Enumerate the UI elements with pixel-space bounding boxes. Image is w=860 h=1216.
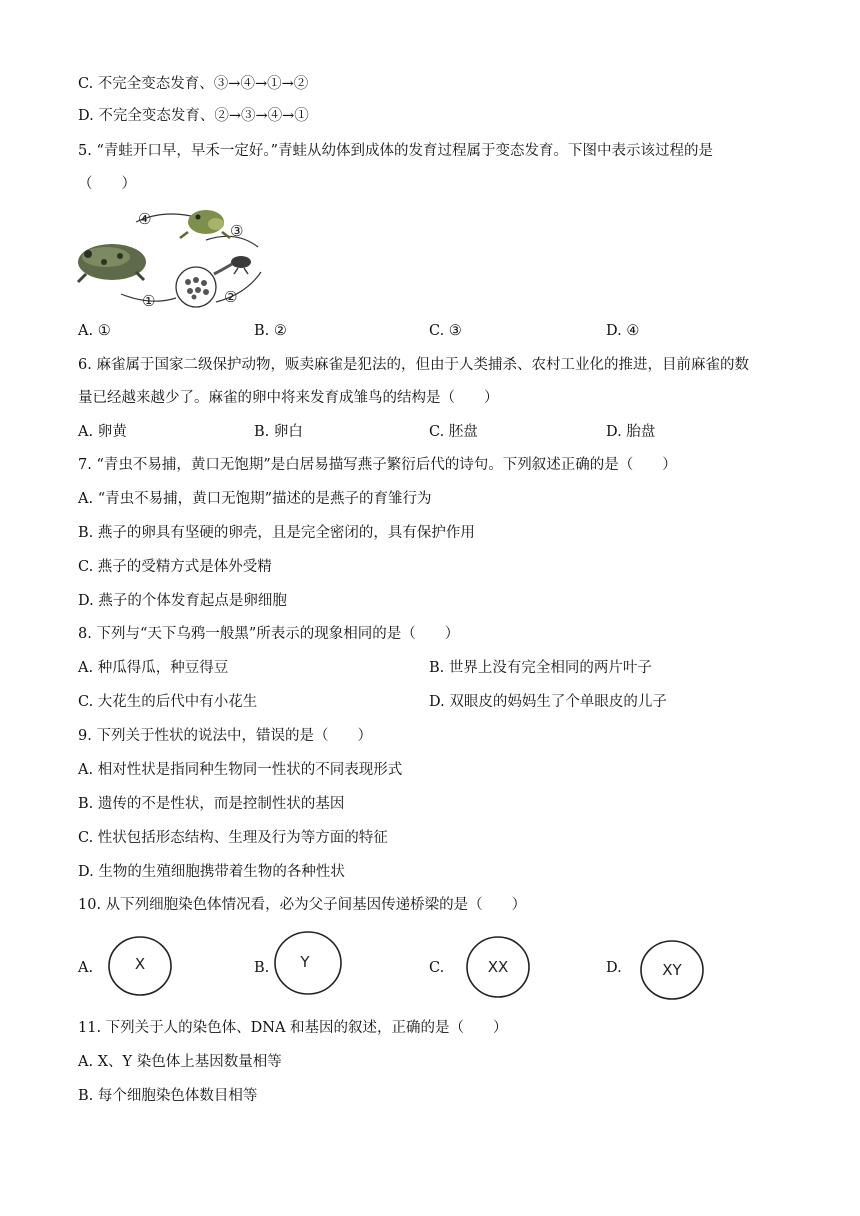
q10-cell-a bbox=[106, 934, 174, 998]
q10-stem: 10. 从下列细胞染色体情况看，必为父子间基因传递桥梁的是（ ） bbox=[78, 897, 527, 913]
q10-cell-c-label: XX bbox=[487, 958, 509, 976]
q5-option-c: C. ③ bbox=[429, 323, 462, 339]
q5-stem: 5. “青蛙开口早，早禾一定好。”青蛙从幼体到成体的发育过程属于变态发育。下图中表示该过程的是 bbox=[78, 143, 714, 159]
q4-option-c: C. 不完全变态发育、③→④→①→② bbox=[78, 76, 309, 92]
q6-option-b: B. 卵白 bbox=[254, 424, 303, 440]
q4-option-d: D. 不完全变态发育、②→③→④→① bbox=[78, 108, 309, 124]
q6-option-a: A. 卵黄 bbox=[78, 424, 127, 440]
frog-life-cycle-figure bbox=[76, 202, 276, 314]
q10-cell-a-label: X bbox=[134, 955, 146, 973]
q5-option-a: A. ① bbox=[78, 323, 111, 339]
q7-stem: 7. “青虫不易捕，黄口无饱期”是白居易描写燕子繁衍后代的诗句。下列叙述正确的是（ ） bbox=[78, 457, 677, 473]
q10-option-d-letter: D. bbox=[606, 960, 622, 976]
q8-option-c: C. 大花生的后代中有小花生 bbox=[78, 694, 258, 710]
q9-option-c: C. 性状包括形态结构、生理及行为等方面的特征 bbox=[78, 830, 388, 846]
frog-eggs-image bbox=[176, 267, 216, 307]
q11-stem: 11. 下列关于人的染色体、DNA 和基因的叙述，正确的是（ ） bbox=[78, 1020, 508, 1036]
q6-option-c: C. 胚盘 bbox=[429, 424, 478, 440]
q5-option-b: B. ② bbox=[254, 323, 287, 339]
step-1-label: ① bbox=[142, 292, 156, 310]
step-2-label: ② bbox=[224, 288, 238, 306]
young-frog-image bbox=[180, 210, 230, 238]
q11-option-a: A. X、Y 染色体上基因数量相等 bbox=[78, 1054, 282, 1070]
q6-stem-line1: 6. 麻雀属于国家二级保护动物，贩卖麻雀是犯法的，但由于人类捕杀、农村工业化的推进，目前麻雀的数 bbox=[78, 357, 749, 373]
q7-option-d: D. 燕子的个体发育起点是卵细胞 bbox=[78, 593, 287, 609]
q10-cell-b bbox=[272, 930, 344, 998]
step-3-label: ③ bbox=[230, 222, 244, 240]
q8-option-a: A. 种瓜得瓜，种豆得豆 bbox=[78, 660, 229, 676]
q10-option-b-letter: B. bbox=[254, 960, 270, 976]
q8-stem: 8. 下列与“天下乌鸦一般黑”所表示的现象相同的是（ ） bbox=[78, 626, 460, 642]
q10-cell-c bbox=[464, 934, 532, 1000]
q10-cell-d bbox=[638, 938, 706, 1002]
q10-option-c-letter: C. bbox=[429, 960, 445, 976]
q11-option-b: B. 每个细胞染色体数目相等 bbox=[78, 1088, 258, 1104]
q10-option-a-letter: A. bbox=[78, 960, 94, 976]
q6-option-d: D. 胎盘 bbox=[606, 424, 656, 440]
q9-option-a: A. 相对性状是指同种生物同一性状的不同表现形式 bbox=[78, 762, 403, 778]
q8-option-b: B. 世界上没有完全相同的两片叶子 bbox=[429, 660, 652, 676]
q5-option-d: D. ④ bbox=[606, 323, 640, 339]
q7-option-c: C. 燕子的受精方式是体外受精 bbox=[78, 559, 272, 575]
arrow-2 bbox=[216, 272, 261, 302]
tadpole-image bbox=[214, 256, 251, 274]
q9-option-b: B. 遗传的不是性状，而是控制性状的基因 bbox=[78, 796, 345, 812]
q10-cell-d-label: XY bbox=[662, 961, 682, 979]
q8-option-d: D. 双眼皮的妈妈生了个单眼皮的儿子 bbox=[429, 694, 667, 710]
q7-option-b: B. 燕子的卵具有坚硬的卵壳，且是完全密闭的，具有保护作用 bbox=[78, 525, 475, 541]
adult-frog-image bbox=[78, 244, 146, 282]
step-4-label: ④ bbox=[138, 210, 152, 228]
q7-option-a: A. “青虫不易捕，黄口无饱期”描述的是燕子的育雏行为 bbox=[78, 491, 432, 507]
q5-paren: （ ） bbox=[78, 176, 136, 192]
q9-stem: 9. 下列关于性状的说法中，错误的是（ ） bbox=[78, 728, 372, 744]
q10-cell-b-label: Y bbox=[300, 953, 310, 971]
q9-option-d: D. 生物的生殖细胞携带着生物的各种性状 bbox=[78, 864, 345, 880]
q6-stem-line2: 量已经越来越少了。麻雀的卵中将来发育成雏鸟的结构是（ ） bbox=[78, 390, 499, 406]
